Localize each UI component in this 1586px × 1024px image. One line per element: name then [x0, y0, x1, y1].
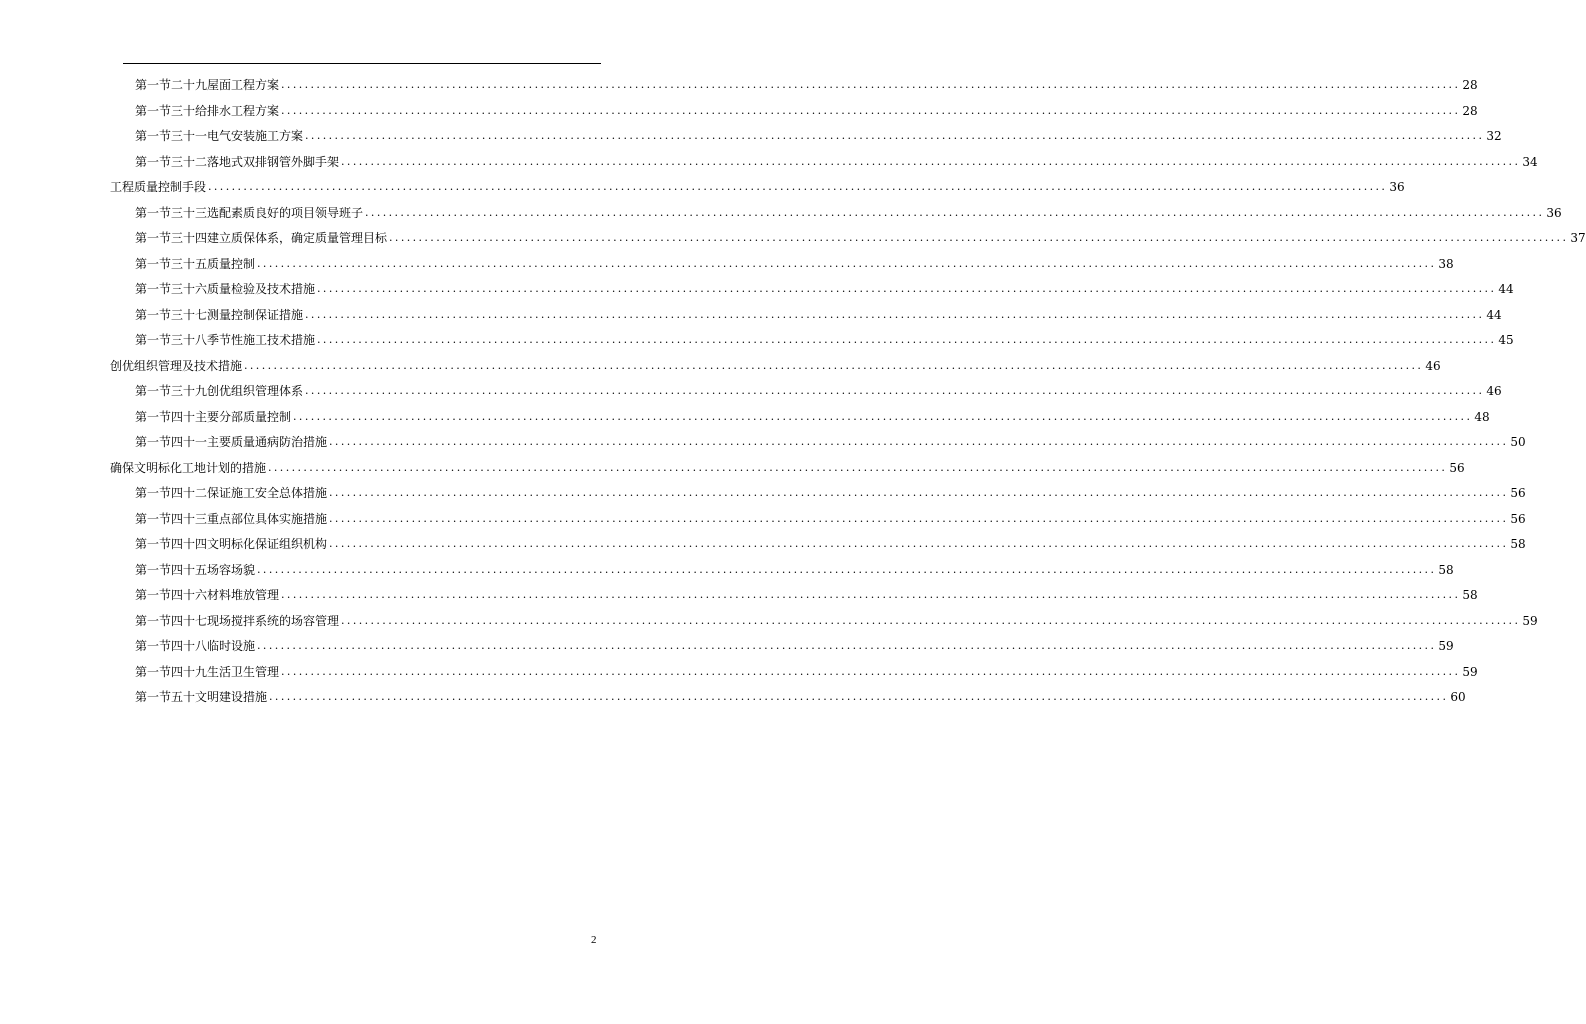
toc-title: 创优组织管理及技术措施: [110, 358, 243, 373]
toc-page-number: 59: [1462, 664, 1478, 679]
toc-title: 文明建设措施: [195, 690, 268, 704]
toc-dot-leader: ........................................................................................................................................................................................................: [365, 205, 1545, 219]
toc-page-number: 59: [1522, 613, 1538, 628]
toc-chapter-entry[interactable]: [110, 356, 1441, 376]
toc-section-entry[interactable]: [135, 432, 1526, 452]
toc-dot-leader: ........................................................................................................................................................................................................: [389, 231, 1569, 244]
toc-section-entry[interactable]: [135, 534, 1526, 554]
toc-dot-leader: ........................................................................................................................................................................................................: [317, 282, 1497, 295]
toc-section-entry[interactable]: [135, 407, 1490, 427]
toc-page-number: 28: [1462, 78, 1478, 92]
toc-section-entry[interactable]: [135, 483, 1526, 503]
toc-page-number: 36: [1389, 180, 1405, 194]
toc-section-entry[interactable]: [135, 330, 1514, 350]
toc-section-entry[interactable]: [135, 305, 1502, 325]
toc-title: 给排水工程方案: [195, 103, 280, 118]
toc-dot-leader: ........................................................................................................................................................................................................: [329, 486, 1509, 499]
toc-section-number: 第一节四十五: [135, 562, 208, 577]
toc-section-number: 第一节四十三: [135, 511, 208, 526]
toc-section-entry[interactable]: [135, 279, 1514, 299]
toc-section-entry[interactable]: [135, 126, 1502, 146]
toc-dot-leader: ........................................................................................................................................................................................................: [208, 180, 1388, 193]
toc-page-number: 58: [1438, 562, 1454, 577]
toc-dot-leader: ........................................................................................................................................................................................................: [257, 562, 1437, 576]
toc-section-number: 第一节四十九: [135, 664, 208, 679]
toc-section-number: 第一节四十二: [135, 486, 208, 500]
toc-section-number: 第一节三十七: [135, 307, 208, 322]
toc-section-number: 第一节三十一: [135, 129, 208, 143]
toc-dot-leader: ........................................................................................................................................................................................................: [257, 639, 1437, 652]
toc-dot-leader: ........................................................................................................................................................................................................: [281, 103, 1461, 117]
toc-chapter-entry[interactable]: [110, 458, 1465, 478]
toc-section-number: 第一节三十: [135, 103, 196, 118]
toc-title: 临时设施: [207, 639, 256, 653]
toc-section-number: 第一节三十四: [135, 231, 208, 245]
toc-page-number: 46: [1486, 384, 1502, 398]
toc-title: 落地式双排钢管外脚手架: [207, 154, 340, 169]
toc-dot-leader: ........................................................................................................................................................................................................: [341, 613, 1521, 627]
toc-page-number: 32: [1486, 129, 1502, 143]
toc-page-number: 28: [1462, 103, 1478, 118]
toc-dot-leader: ........................................................................................................................................................................................................: [305, 307, 1485, 321]
toc-page-number: 36: [1546, 205, 1562, 220]
toc-title: 生活卫生管理: [207, 664, 280, 679]
toc-page-number: 44: [1486, 307, 1502, 322]
toc-section-number: 第一节三十九: [135, 384, 208, 398]
toc-title: 建立质保体系，确定质量管理目标: [207, 231, 388, 245]
toc-dot-leader: ........................................................................................................................................................................................................: [281, 78, 1461, 91]
toc-section-entry[interactable]: [135, 611, 1538, 631]
toc-page-number: 44: [1498, 282, 1514, 296]
toc-title: 重点部位具体实施措施: [207, 511, 328, 526]
toc-title: 确保文明标化工地计划的措施: [110, 460, 267, 475]
toc-page-number: 56: [1510, 486, 1526, 500]
toc-dot-leader: ........................................................................................................................................................................................................: [293, 409, 1473, 423]
toc-section-number: 第一节四十七: [135, 613, 208, 628]
toc-section-entry[interactable]: [135, 687, 1466, 707]
toc-page-number: 58: [1510, 537, 1526, 551]
toc-title: 主要分部质量控制: [195, 409, 292, 424]
toc-section-entry[interactable]: [135, 254, 1454, 274]
toc-section-number: 第一节四十四: [135, 537, 208, 551]
toc-section-entry[interactable]: [135, 662, 1478, 682]
toc-section-entry[interactable]: [135, 152, 1538, 172]
toc-section-number: 第一节二十九: [135, 78, 208, 92]
toc-section-number: 第一节三十二: [135, 154, 208, 169]
toc-page-number: 37: [1570, 231, 1586, 245]
toc-title: 电气安装施工方案: [207, 129, 304, 143]
toc-title: 材料堆放管理: [207, 588, 280, 602]
toc-dot-leader: ........................................................................................................................................................................................................: [244, 358, 1424, 372]
toc-page-number: 56: [1510, 511, 1526, 526]
toc-dot-leader: ........................................................................................................................................................................................................: [341, 154, 1521, 168]
toc-section-entry[interactable]: [135, 381, 1502, 401]
toc-dot-leader: ........................................................................................................................................................................................................: [329, 435, 1509, 448]
toc-page-number: 50: [1510, 435, 1526, 449]
toc-section-number: 第一节三十三: [135, 205, 208, 220]
toc-section-number: 第一节三十五: [135, 256, 208, 271]
toc-dot-leader: ........................................................................................................................................................................................................: [329, 511, 1509, 525]
toc-dot-leader: ........................................................................................................................................................................................................: [269, 690, 1449, 703]
toc-page-number: 48: [1474, 409, 1490, 424]
toc-title: 测量控制保证措施: [207, 307, 304, 322]
toc-title: 现场搅拌系统的场容管理: [207, 613, 340, 628]
toc-section-number: 第一节四十八: [135, 639, 208, 653]
toc-page-number: 45: [1498, 333, 1514, 347]
toc-title: 工程质量控制手段: [110, 180, 207, 194]
toc-title: 文明标化保证组织机构: [207, 537, 328, 551]
toc-section-entry[interactable]: [135, 585, 1478, 605]
toc-section-entry[interactable]: [135, 560, 1454, 580]
toc-dot-leader: ........................................................................................................................................................................................................: [329, 537, 1509, 550]
header-rule: [123, 63, 601, 64]
toc-dot-leader: ........................................................................................................................................................................................................: [317, 333, 1497, 346]
toc-dot-leader: ........................................................................................................................................................................................................: [305, 384, 1485, 397]
toc-section-number: 第一节四十: [135, 409, 196, 424]
page-number: 2: [591, 934, 597, 946]
toc-page-number: 38: [1438, 256, 1454, 271]
toc-title: 创优组织管理体系: [207, 384, 304, 398]
toc-title: 质量检验及技术措施: [207, 282, 316, 296]
toc-page-number: 34: [1522, 154, 1538, 169]
toc-title: 季节性施工技术措施: [207, 333, 316, 347]
toc-title: 保证施工安全总体措施: [207, 486, 328, 500]
toc-dot-leader: ........................................................................................................................................................................................................: [281, 588, 1461, 601]
toc-dot-leader: ........................................................................................................................................................................................................: [268, 460, 1448, 474]
toc-page-number: 60: [1450, 690, 1466, 704]
toc-section-entry[interactable]: [135, 101, 1478, 121]
toc-section-number: 第一节四十六: [135, 588, 208, 602]
toc-section-number: 第一节三十六: [135, 282, 208, 296]
toc-title: 屋面工程方案: [207, 78, 280, 92]
toc-section-entry[interactable]: [135, 509, 1526, 529]
toc-section-number: 第一节五十: [135, 690, 196, 704]
toc-title: 主要质量通病防治措施: [207, 435, 328, 449]
toc-dot-leader: ........................................................................................................................................................................................................: [281, 664, 1461, 678]
toc-page-number: 46: [1425, 358, 1441, 373]
toc-section-number: 第一节三十八: [135, 333, 208, 347]
toc-section-entry[interactable]: [135, 75, 1478, 95]
toc-title: 质量控制: [207, 256, 256, 271]
toc-section-entry[interactable]: [135, 203, 1562, 223]
toc-title: 选配素质良好的项目领导班子: [207, 205, 364, 220]
toc-dot-leader: ........................................................................................................................................................................................................: [257, 256, 1437, 270]
toc-section-entry[interactable]: [135, 636, 1454, 656]
toc-section-number: 第一节四十一: [135, 435, 208, 449]
toc-page-number: 59: [1438, 639, 1454, 653]
toc-section-entry[interactable]: [135, 228, 1586, 248]
toc-page-number: 56: [1449, 460, 1465, 475]
toc-chapter-entry[interactable]: [110, 177, 1405, 197]
toc-page-number: 58: [1462, 588, 1478, 602]
toc-title: 场容场貌: [207, 562, 256, 577]
toc-dot-leader: ........................................................................................................................................................................................................: [305, 129, 1485, 142]
